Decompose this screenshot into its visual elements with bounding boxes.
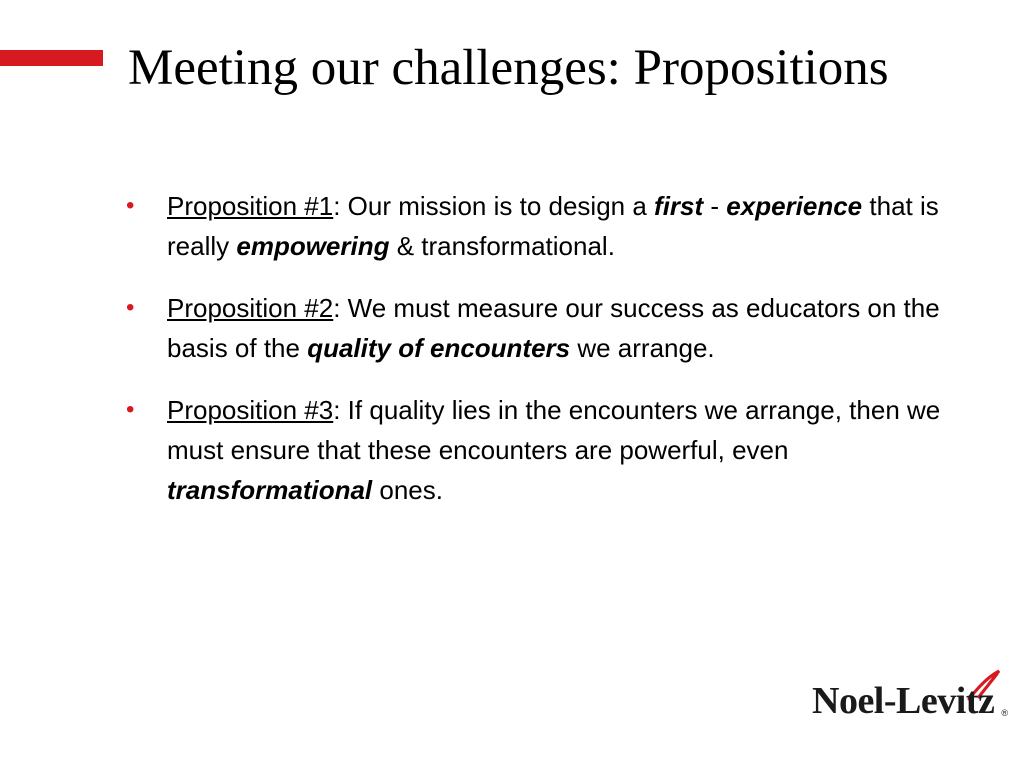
emphasis-text: transformational (167, 475, 373, 505)
registered-mark: ® (1001, 708, 1008, 718)
proposition-item-3 (126, 390, 996, 510)
proposition-text: : If quality lies in the encounters we arrange, then we must ensure that these encounters are powerful, even (167, 395, 941, 465)
proposition-item-1 (126, 186, 996, 266)
proposition-text: ones. (372, 475, 443, 505)
proposition-text: : We must measure our success as educators on the basis of the (167, 293, 940, 363)
proposition-label: Proposition #3 (167, 395, 334, 425)
proposition-text: that is really (167, 191, 939, 261)
proposition-text: : Our mission is to design a (333, 191, 655, 221)
bullet-dot-icon: • (126, 396, 135, 423)
proposition-text: we arrange. (570, 333, 715, 363)
proposition-list (126, 186, 996, 532)
logo-wordmark: Noel-Levitz (812, 680, 995, 722)
proposition-label: Proposition #2 (167, 293, 334, 323)
noel-levitz-logo (812, 668, 1012, 724)
title-accent-bar (0, 50, 103, 66)
proposition-text: & transformational. (389, 231, 615, 261)
proposition-label: Proposition #1 (167, 191, 334, 221)
emphasis-text: experience (726, 191, 863, 221)
bullet-dot-icon: • (126, 294, 135, 321)
emphasis-text: first (654, 191, 704, 221)
proposition-text: - (703, 191, 727, 221)
proposition-item-2 (126, 288, 996, 368)
bullet-dot-icon: • (126, 192, 135, 219)
slide-title: Meeting our challenges: Propositions (128, 40, 889, 96)
emphasis-text: quality of encounters (307, 333, 571, 363)
emphasis-text: empowering (236, 231, 390, 261)
